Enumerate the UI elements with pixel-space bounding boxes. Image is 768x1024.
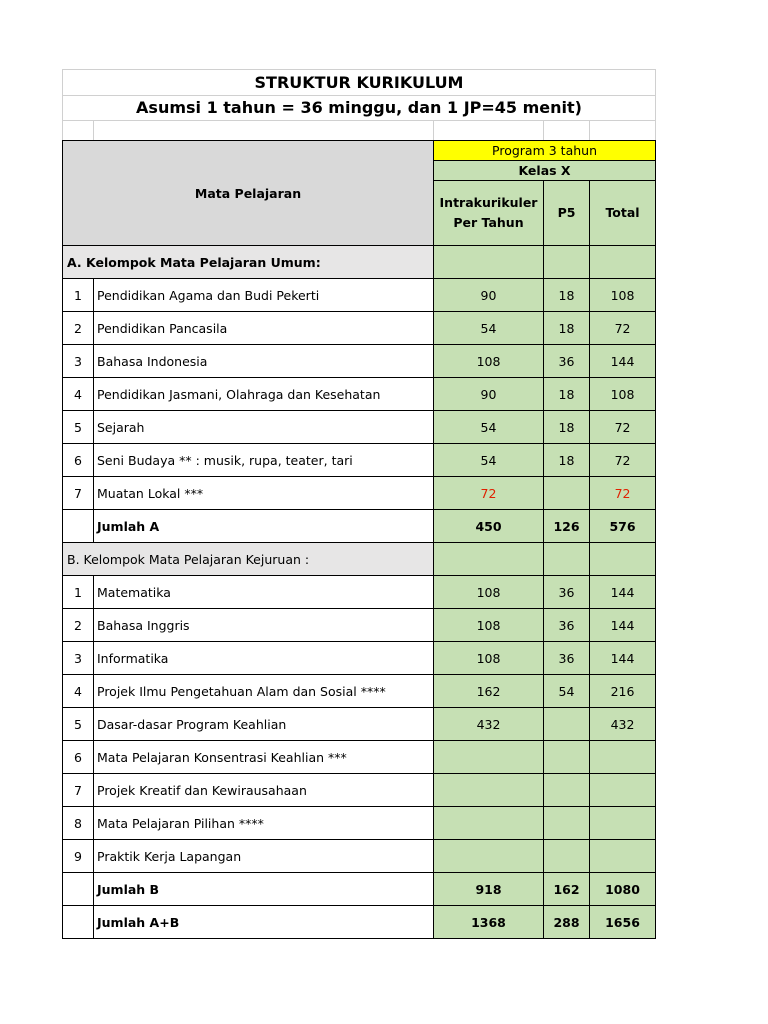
intra-value: 108 — [434, 642, 544, 675]
table-row — [63, 444, 656, 477]
total-value: 432 — [590, 708, 656, 741]
subject-name: Projek Ilmu Pengetahuan Alam dan Sosial **** — [94, 675, 434, 708]
intra-value — [434, 774, 544, 807]
sum-p5: 288 — [544, 906, 590, 939]
subject-name: Pendidikan Jasmani, Olahraga dan Kesehatan — [94, 378, 434, 411]
total-value: 144 — [590, 576, 656, 609]
kelas-header: Kelas X — [434, 161, 656, 181]
subject-name: Informatika — [94, 642, 434, 675]
total-value — [590, 741, 656, 774]
sum-total: 576 — [590, 510, 656, 543]
table-row — [63, 477, 656, 510]
table-row — [63, 708, 656, 741]
total-value — [590, 807, 656, 840]
table-row — [63, 807, 656, 840]
jumlah-ab-row — [63, 906, 656, 939]
blank-spacer-row — [62, 120, 656, 140]
intra-header-line2: Per Tahun — [453, 215, 524, 230]
intra-value — [434, 741, 544, 774]
curriculum-table — [62, 140, 656, 939]
subject-name: Matematika — [94, 576, 434, 609]
row-number: 3 — [63, 345, 94, 378]
row-number-empty — [63, 873, 94, 906]
intra-value: 108 — [434, 345, 544, 378]
row-number: 5 — [63, 708, 94, 741]
total-value: 72 — [590, 411, 656, 444]
intra-value: 432 — [434, 708, 544, 741]
table-row — [63, 774, 656, 807]
intra-value: 108 — [434, 609, 544, 642]
total-value: 72 — [590, 444, 656, 477]
page-subtitle: Asumsi 1 tahun = 36 minggu, dan 1 JP=45 menit) — [62, 95, 656, 121]
subject-header: Mata Pelajaran — [63, 141, 434, 246]
subject-name: Muatan Lokal *** — [94, 477, 434, 510]
row-number: 1 — [63, 576, 94, 609]
sum-label: Jumlah B — [94, 873, 434, 906]
table-row — [63, 741, 656, 774]
total-value: 144 — [590, 609, 656, 642]
intra-value: 72 — [434, 477, 544, 510]
subject-name: Mata Pelajaran Pilihan **** — [94, 807, 434, 840]
table-row — [63, 411, 656, 444]
p5-value: 36 — [544, 576, 590, 609]
p5-value: 36 — [544, 345, 590, 378]
total-value: 72 — [590, 312, 656, 345]
intra-header — [434, 181, 544, 246]
p5-value — [544, 708, 590, 741]
intra-value: 54 — [434, 444, 544, 477]
p5-value — [544, 774, 590, 807]
subject-name: Dasar-dasar Program Keahlian — [94, 708, 434, 741]
total-value: 144 — [590, 642, 656, 675]
p5-value: 36 — [544, 609, 590, 642]
p5-value — [544, 477, 590, 510]
row-number-empty — [63, 906, 94, 939]
total-value — [590, 840, 656, 873]
sum-p5: 126 — [544, 510, 590, 543]
total-value: 144 — [590, 345, 656, 378]
subject-name: Sejarah — [94, 411, 434, 444]
row-number: 7 — [63, 774, 94, 807]
row-number: 3 — [63, 642, 94, 675]
group-a-empty-cell — [434, 246, 544, 279]
row-number: 2 — [63, 312, 94, 345]
p5-value: 18 — [544, 444, 590, 477]
subject-name: Pendidikan Pancasila — [94, 312, 434, 345]
group-b-empty-cell — [590, 543, 656, 576]
p5-value: 18 — [544, 411, 590, 444]
program-header: Program 3 tahun — [434, 141, 656, 161]
subject-name: Bahasa Inggris — [94, 609, 434, 642]
group-a-empty-cell — [590, 246, 656, 279]
intra-header-line1: Intrakurikuler — [439, 195, 538, 210]
sum-intra: 918 — [434, 873, 544, 906]
sum-intra: 1368 — [434, 906, 544, 939]
intra-value — [434, 807, 544, 840]
total-value: 108 — [590, 279, 656, 312]
sum-p5: 162 — [544, 873, 590, 906]
subject-name: Projek Kreatif dan Kewirausahaan — [94, 774, 434, 807]
group-b-empty-cell — [544, 543, 590, 576]
group-b-row — [63, 543, 656, 576]
intra-value: 90 — [434, 279, 544, 312]
subject-name: Praktik Kerja Lapangan — [94, 840, 434, 873]
row-number: 7 — [63, 477, 94, 510]
intra-value: 54 — [434, 312, 544, 345]
total-header: Total — [590, 181, 656, 246]
group-b-label: B. Kelompok Mata Pelajaran Kejuruan : — [63, 543, 434, 576]
total-value: 72 — [590, 477, 656, 510]
jumlah-b-row — [63, 873, 656, 906]
table-row — [63, 345, 656, 378]
row-number: 4 — [63, 378, 94, 411]
p5-header: P5 — [544, 181, 590, 246]
total-value: 108 — [590, 378, 656, 411]
intra-value — [434, 840, 544, 873]
intra-value: 162 — [434, 675, 544, 708]
intra-value: 54 — [434, 411, 544, 444]
jumlah-a-row — [63, 510, 656, 543]
group-a-empty-cell — [544, 246, 590, 279]
p5-value: 18 — [544, 279, 590, 312]
sum-label: Jumlah A — [94, 510, 434, 543]
subject-name: Bahasa Indonesia — [94, 345, 434, 378]
total-value: 216 — [590, 675, 656, 708]
page-title: STRUKTUR KURIKULUM — [62, 69, 656, 96]
row-number: 1 — [63, 279, 94, 312]
p5-value: 18 — [544, 312, 590, 345]
table-row — [63, 840, 656, 873]
intra-value: 90 — [434, 378, 544, 411]
table-row — [63, 378, 656, 411]
row-number: 6 — [63, 444, 94, 477]
subject-name: Seni Budaya ** : musik, rupa, teater, tari — [94, 444, 434, 477]
p5-value: 36 — [544, 642, 590, 675]
table-row — [63, 312, 656, 345]
row-number: 6 — [63, 741, 94, 774]
p5-value — [544, 741, 590, 774]
group-b-empty-cell — [434, 543, 544, 576]
row-number: 9 — [63, 840, 94, 873]
group-a-row — [63, 246, 656, 279]
table-row — [63, 609, 656, 642]
table-row — [63, 279, 656, 312]
row-number: 4 — [63, 675, 94, 708]
sum-total: 1080 — [590, 873, 656, 906]
table-row — [63, 642, 656, 675]
total-value — [590, 774, 656, 807]
p5-value — [544, 807, 590, 840]
sum-intra: 450 — [434, 510, 544, 543]
group-a-label: A. Kelompok Mata Pelajaran Umum: — [63, 246, 434, 279]
row-number: 8 — [63, 807, 94, 840]
row-number: 2 — [63, 609, 94, 642]
p5-value: 18 — [544, 378, 590, 411]
p5-value: 54 — [544, 675, 590, 708]
p5-value — [544, 840, 590, 873]
row-number: 5 — [63, 411, 94, 444]
subject-name: Pendidikan Agama dan Budi Pekerti — [94, 279, 434, 312]
sum-label: Jumlah A+B — [94, 906, 434, 939]
table-row — [63, 576, 656, 609]
intra-value: 108 — [434, 576, 544, 609]
row-number-empty — [63, 510, 94, 543]
sum-total: 1656 — [590, 906, 656, 939]
table-row — [63, 675, 656, 708]
subject-name: Mata Pelajaran Konsentrasi Keahlian *** — [94, 741, 434, 774]
